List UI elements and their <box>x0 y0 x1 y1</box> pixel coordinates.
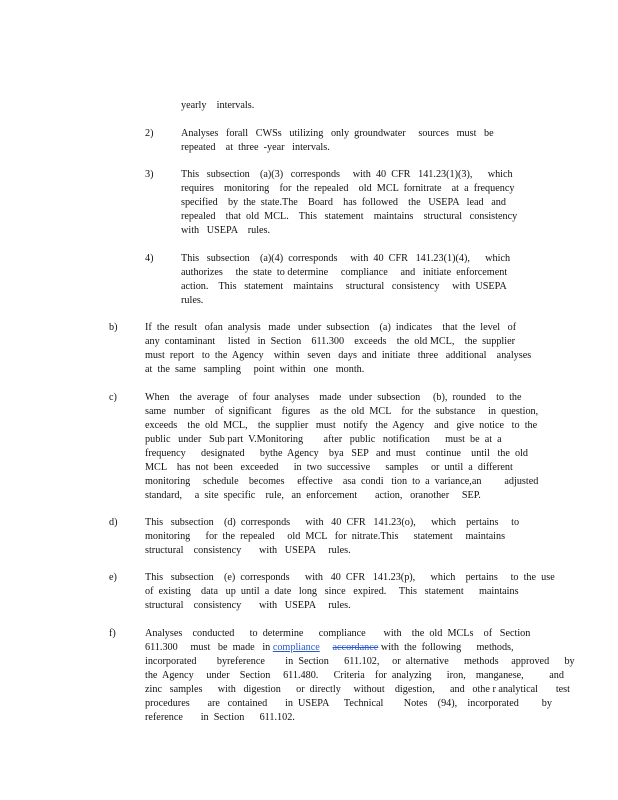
section-d-label: d) <box>109 517 118 528</box>
section-d-line: This subsection (d) corresponds with 40 CFR 141.23(o), which pertains to <box>145 517 520 528</box>
item-2-label: 2) <box>145 128 154 139</box>
revised-line-start: 611.300 must be made in <box>145 642 273 653</box>
revision-gap <box>320 642 333 653</box>
section-f-line: procedures are contained in USEPA Technical Notes (94), incorporated by <box>145 698 552 709</box>
item-2-line: repeated at three -year intervals. <box>181 142 330 153</box>
section-c-line: frequency designated bythe Agency bya SEP and must continue until the old <box>145 448 529 459</box>
section-e-label: e) <box>109 572 117 583</box>
item-3-line: with USEPA rules. <box>181 225 271 236</box>
section-c-line: public under Sub part V.Monitoring after public notification must be at a <box>145 434 502 445</box>
section-f-line: incorporated byreference in Section 611.102, or alternative methods approved by <box>145 656 575 667</box>
section-c-line: monitoring schedule becomes effective asa condi tion to a variance,an adjusted <box>145 476 539 487</box>
section-f-line: Analyses conducted to determine compliance with the old MCLs of Section <box>145 628 531 639</box>
deleted-text: accordance <box>332 642 379 653</box>
section-f-label: f) <box>109 628 116 639</box>
section-f-line: the Agency under Section 611.480. Criteria for analyzing iron, manganese, and <box>145 670 564 681</box>
item-4-label: 4) <box>145 253 154 264</box>
item-3-label: 3) <box>145 169 154 180</box>
section-f-line: zinc samples with digestion or directly without digestion, and othe r analytical test <box>145 684 570 695</box>
section-c-line: MCL has not been exceeded in two successive samples or until a different <box>145 462 513 473</box>
section-b-line: at the same sampling point within one month. <box>145 364 365 375</box>
continuation-line: yearly intervals. <box>181 100 255 111</box>
item-3-line: specified by the state.The Board has followed the USEPA lead and <box>181 197 506 208</box>
section-e-line: This subsection (e) corresponds with 40 CFR 141.23(p), which pertains to the use <box>145 572 555 583</box>
item-3-line: This subsection (a)(3) corresponds with 40 CFR 141.23(1)(3), which <box>181 169 513 180</box>
section-b-line: If the result ofan analysis made under subsection (a) indicates that the level of <box>145 322 517 333</box>
section-f-line-revised <box>145 641 514 655</box>
section-c-line: When the average of four analyses made under subsection (b), rounded to the <box>145 392 522 403</box>
section-e-line: structural consistency with USEPA rules. <box>145 600 351 611</box>
revised-line-end: with the following methods, <box>378 642 514 653</box>
item-4-line: This subsection (a)(4) corresponds with 40 CFR 141.23(1)(4), which <box>181 253 511 264</box>
item-3-line: repealed that old MCL. This statement maintains structural consistency <box>181 211 518 222</box>
section-d-line: structural consistency with USEPA rules. <box>145 545 351 556</box>
section-b-line: any contaminant listed in Section 611.300 exceeds the old MCL, the supplier <box>145 336 515 347</box>
section-d-line: monitoring for the repealed old MCL for nitrate.This statement maintains <box>145 531 506 542</box>
section-e-line: of existing data up until a date long since expired. This statement maintains <box>145 586 519 597</box>
section-c-line: standard, a site specific rule, an enforcement action, oranother SEP. <box>145 490 481 501</box>
section-b-line: must report to the Agency within seven days and initiate three additional analyses <box>145 350 532 361</box>
inserted-text: compliance <box>272 642 320 653</box>
section-c-line: same number of significant figures as the old MCL for the substance in question, <box>145 406 539 417</box>
item-4-line: authorizes the state to determine compliance and initiate enforcement <box>181 267 508 278</box>
item-3-line: requires monitoring for the repealed old MCL fornitrate at a frequency <box>181 183 515 194</box>
item-4-line: rules. <box>181 295 204 306</box>
item-2-line: Analyses forall CWSs utilizing only groundwater sources must be <box>181 128 494 139</box>
section-b-label: b) <box>109 322 118 333</box>
section-c-line: exceeds the old MCL, the supplier must notify the Agency and give notice to the <box>145 420 538 431</box>
section-c-label: c) <box>109 392 117 403</box>
section-f-line: reference in Section 611.102. <box>145 712 295 723</box>
item-4-line: action. This statement maintains structural consistency with USEPA <box>181 281 507 292</box>
